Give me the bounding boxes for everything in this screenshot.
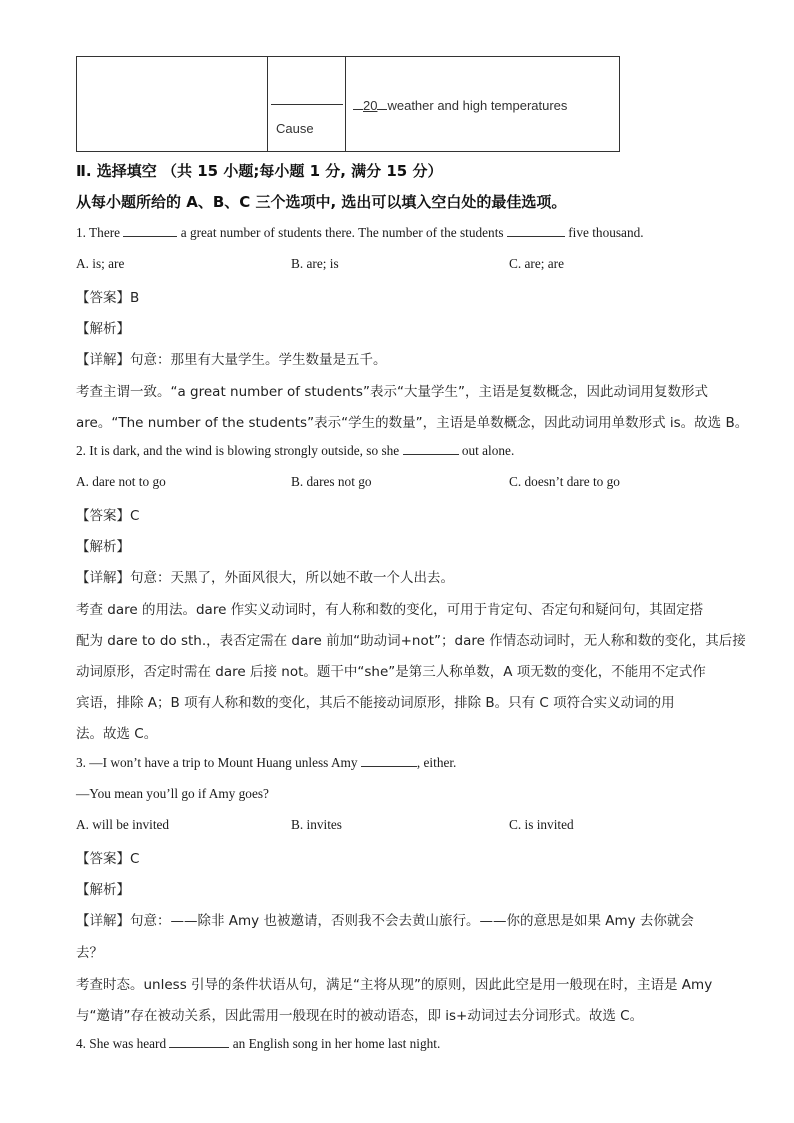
question-stem bbox=[76, 1036, 440, 1052]
table-divider bbox=[345, 57, 346, 151]
table-row-label: Cause bbox=[276, 121, 314, 136]
summary-table bbox=[76, 56, 620, 152]
option-a: A. is; are bbox=[76, 256, 125, 271]
detail-line: are。“The number of the students”表示“学生的数量”，主语是单数概念，因此动词用单数形式 is。故选 B。 bbox=[76, 415, 749, 431]
answer-label: 【答案】C bbox=[76, 851, 140, 867]
stem-part: five thousand. bbox=[568, 225, 644, 240]
stem-part: , either. bbox=[416, 755, 457, 770]
analysis-label: 【解析】 bbox=[76, 882, 130, 898]
question-stem bbox=[76, 443, 514, 459]
option-c: C. is invited bbox=[509, 817, 574, 832]
question-stem bbox=[76, 225, 644, 241]
stem-part: out alone. bbox=[461, 443, 515, 458]
detail-line: 法。故选 C。 bbox=[76, 726, 158, 742]
option-a: A. will be invited bbox=[76, 817, 170, 832]
blank-number: 20 bbox=[363, 98, 378, 113]
answer-label: 【答案】B bbox=[76, 290, 140, 306]
cell-text: weather and high temperatures bbox=[387, 98, 568, 113]
option-b: B. are; is bbox=[291, 256, 339, 271]
detail-line: 配为 dare to do sth.，表否定需在 dare 前加“助动词+not”；dare 作情态动词时，无人称和数的变化，其后接 bbox=[76, 633, 746, 649]
analysis-label: 【解析】 bbox=[76, 321, 130, 337]
detail-line: 【详解】句意：——除非 Amy 也被邀请，否则我不会去黄山旅行。——你的意思是如果 Amy 去你就会 bbox=[76, 913, 694, 929]
answer-blank bbox=[403, 443, 459, 455]
detail-line: 宾语，排除 A；B 项有人称和数的变化，其后不能接动词原形，排除 B。只有 C 项符合实义动词的用 bbox=[76, 695, 675, 711]
question-stem bbox=[76, 755, 456, 771]
stem-part: a great number of students there. The number of the students bbox=[180, 225, 504, 240]
analysis-label: 【解析】 bbox=[76, 539, 130, 555]
answer-blank bbox=[123, 225, 177, 237]
stem-part: 1. There bbox=[76, 225, 121, 240]
detail-line: 考查时态。unless 引导的条件状语从句，满足“主将从现”的原则，因此此空是用一般现在时，主语是 Amy bbox=[76, 977, 713, 993]
section-instruction: 从每小题所给的 A、B、C 三个选项中, 选出可以填入空白处的最佳选项。 bbox=[76, 193, 567, 211]
answer-blank bbox=[507, 225, 565, 237]
detail-line: 与“邀请”存在被动关系，因此需用一般现在时的被动语态，即 is+动词过去分词形式。故选 C。 bbox=[76, 1008, 644, 1024]
option-a: A. dare not to go bbox=[76, 474, 166, 489]
answer-blank bbox=[169, 1036, 229, 1048]
option-c: C. are; are bbox=[509, 256, 564, 271]
detail-line: 【详解】句意：那里有大量学生。学生数量是五千。 bbox=[76, 352, 387, 368]
option-b: B. invites bbox=[291, 817, 342, 832]
section-heading: Ⅱ. 选择填空 （共 15 小题;每小题 1 分, 满分 15 分） bbox=[76, 162, 443, 180]
question-reply: —You mean you’ll go if Amy goes? bbox=[76, 786, 269, 801]
stem-part: 4. She was heard bbox=[76, 1036, 167, 1051]
stem-part: an English song in her home last night. bbox=[232, 1036, 441, 1051]
table-cell bbox=[353, 98, 567, 113]
answer-blank bbox=[361, 755, 417, 767]
detail-line: 考查 dare 的用法。dare 作实义动词时，有人称和数的变化，可用于肯定句、否定句和疑问句，其固定搭 bbox=[76, 602, 704, 618]
answer-label: 【答案】C bbox=[76, 508, 140, 524]
option-c: C. doesn’t dare to go bbox=[509, 474, 620, 489]
detail-line: 【详解】句意：天黑了，外面风很大，所以她不敢一个人出去。 bbox=[76, 570, 454, 586]
table-divider bbox=[267, 57, 268, 151]
detail-line: 考查主谓一致。“a great number of students”表示“大量学生”，主语是复数概念，因此动词用复数形式 bbox=[76, 384, 708, 400]
detail-line: 去？ bbox=[76, 945, 103, 961]
detail-line: 动词原形，否定时需在 dare 后接 not。题干中“she”是第三人称单数，A 项无数的变化，不能用不定式作 bbox=[76, 664, 706, 680]
stem-part: 3. —I won’t have a trip to Mount Huang unless Amy bbox=[76, 755, 358, 770]
stem-part: 2. It is dark, and the wind is blowing strongly outside, so she bbox=[76, 443, 400, 458]
option-b: B. dares not go bbox=[291, 474, 372, 489]
table-blank-line bbox=[271, 104, 343, 105]
